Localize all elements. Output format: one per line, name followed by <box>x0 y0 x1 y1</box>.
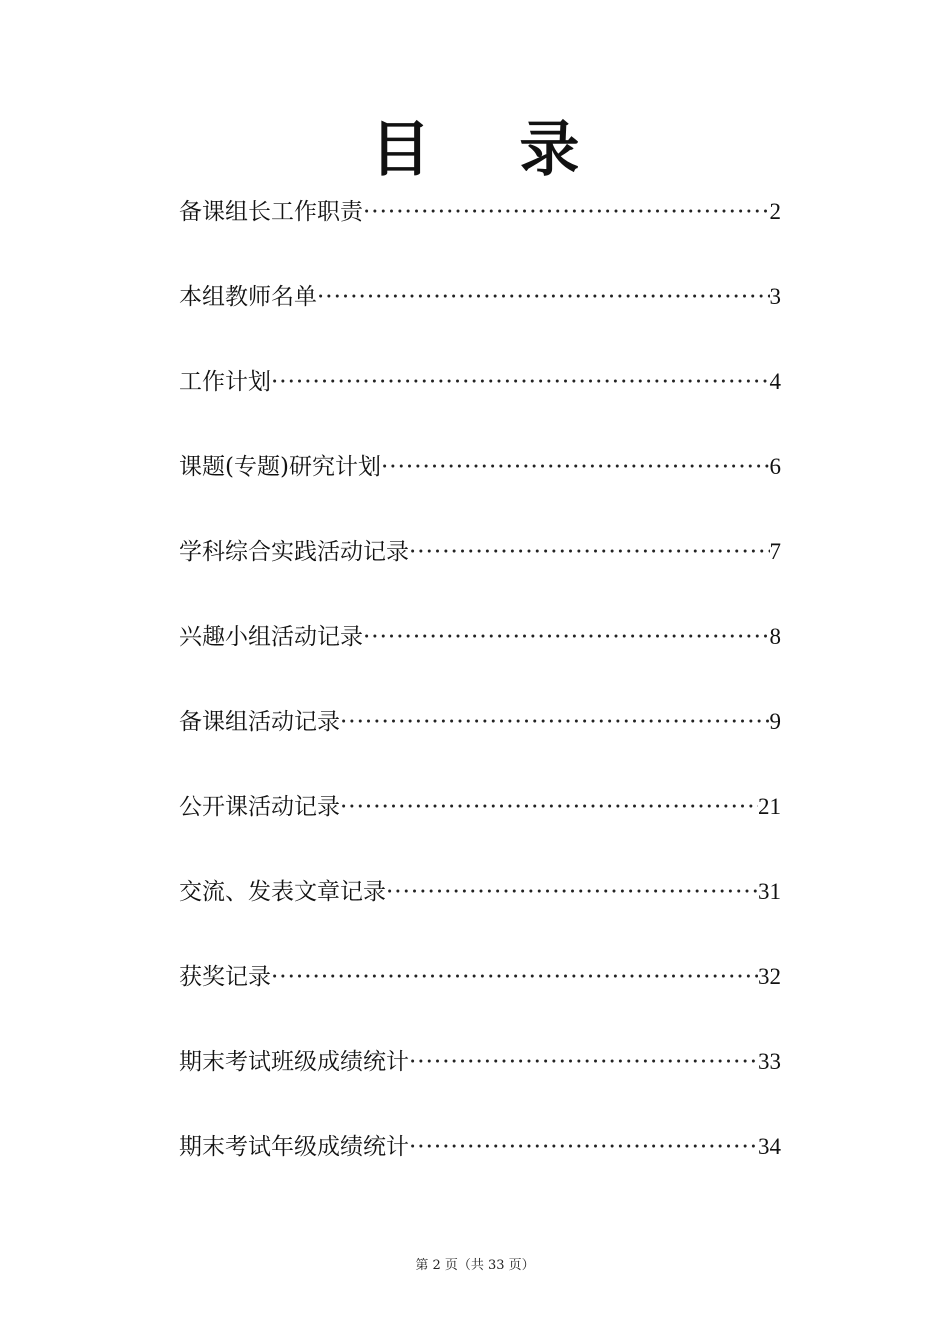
toc-entry-label: 兴趣小组活动记录 <box>179 624 363 650</box>
toc-entry-label: 公开课活动记录 <box>179 794 340 820</box>
toc-entry-page-number: 6 <box>769 454 781 479</box>
toc-entry-page-number: 21 <box>758 794 781 819</box>
toc-entry-label: 备课组长工作职责 <box>179 199 363 225</box>
toc-entry[interactable] <box>179 959 781 1044</box>
toc-entry-page-number: 9 <box>769 709 781 734</box>
toc-entry-label: 学科综合实践活动记录 <box>179 539 409 565</box>
toc-entry-label: 本组教师名单 <box>179 284 317 310</box>
toc-entry-page-number: 34 <box>758 1134 781 1159</box>
table-of-contents <box>179 194 781 1214</box>
toc-entry-page-number: 7 <box>769 539 781 564</box>
toc-entry[interactable] <box>179 449 781 534</box>
toc-entry-page-number: 31 <box>758 879 781 904</box>
toc-entry-label: 课题(专题)研究计划 <box>179 454 381 480</box>
toc-dot-leader <box>363 619 770 655</box>
toc-dot-leader <box>271 959 758 995</box>
toc-entry[interactable] <box>179 279 781 364</box>
toc-dot-leader <box>340 704 770 740</box>
toc-entry[interactable] <box>179 1129 781 1214</box>
toc-dot-leader <box>409 1044 758 1080</box>
toc-entry-page-number: 2 <box>769 199 781 224</box>
toc-entry[interactable] <box>179 534 781 619</box>
toc-entry[interactable] <box>179 1044 781 1129</box>
toc-dot-leader <box>381 449 770 485</box>
toc-dot-leader <box>409 1129 758 1165</box>
toc-dot-leader <box>271 364 770 400</box>
toc-entry[interactable] <box>179 194 781 279</box>
toc-entry[interactable] <box>179 364 781 449</box>
toc-entry-label: 期末考试班级成绩统计 <box>179 1049 409 1075</box>
toc-entry[interactable] <box>179 874 781 959</box>
toc-entry-label: 期末考试年级成绩统计 <box>179 1134 409 1160</box>
page-footer: 第 2 页（共 33 页） <box>415 1258 535 1273</box>
toc-entry-page-number: 33 <box>758 1049 781 1074</box>
toc-dot-leader <box>317 279 770 315</box>
toc-entry-page-number: 8 <box>769 624 781 649</box>
toc-dot-leader <box>386 874 758 910</box>
toc-entry[interactable] <box>179 704 781 789</box>
toc-entry-page-number: 4 <box>769 369 781 394</box>
toc-entry-label: 工作计划 <box>179 369 271 395</box>
page-title: 目 录 <box>370 115 614 185</box>
toc-entry-page-number: 3 <box>769 284 781 309</box>
toc-entry-label: 获奖记录 <box>179 964 271 990</box>
toc-entry[interactable] <box>179 789 781 874</box>
toc-entry-label: 交流、发表文章记录 <box>179 879 386 905</box>
toc-dot-leader <box>409 534 770 570</box>
toc-entry-page-number: 32 <box>758 964 781 989</box>
toc-dot-leader <box>340 789 758 825</box>
toc-entry[interactable] <box>179 619 781 704</box>
toc-dot-leader <box>363 194 770 230</box>
toc-entry-label: 备课组活动记录 <box>179 709 340 735</box>
